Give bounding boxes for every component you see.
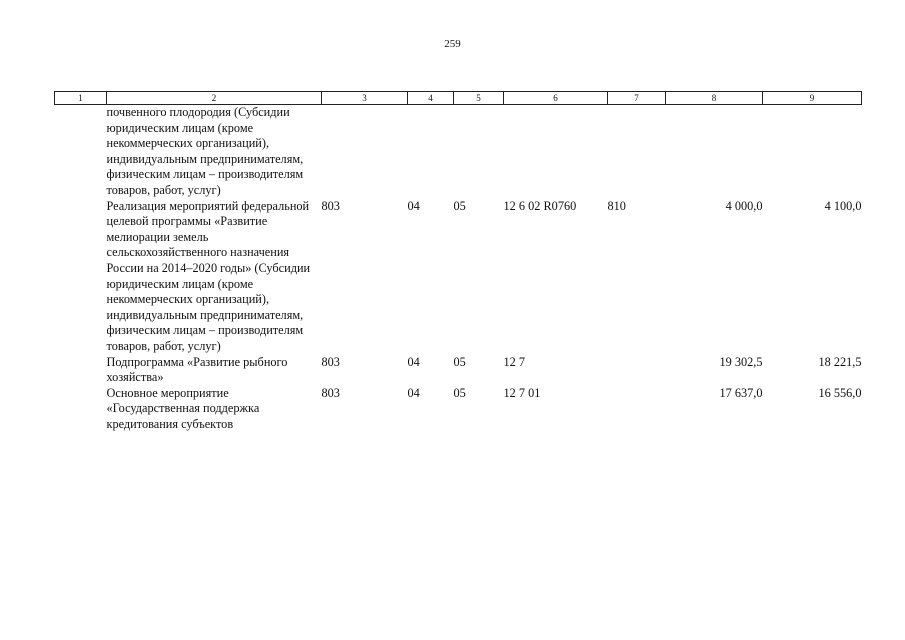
row-name: почвенного плодородия (Субсидии юридическим лицам (кроме некоммерческих организаций), индивидуальным предпринимателям, физическим лицам – производителям товаров, работ, услуг) bbox=[106, 105, 304, 197]
cell-col-1 bbox=[55, 355, 107, 386]
header-col-1: 1 bbox=[55, 92, 107, 105]
subsection-code: 05 bbox=[453, 385, 466, 400]
table-row bbox=[55, 355, 862, 386]
page-number: 259 bbox=[444, 38, 461, 50]
amount-col-9: 4 100,0 bbox=[824, 198, 862, 213]
target-article-code: 12 6 02 R0760 bbox=[503, 198, 577, 213]
amount-col-9 bbox=[763, 105, 862, 199]
target-article-code bbox=[504, 105, 608, 199]
cell-col-1 bbox=[55, 386, 107, 433]
cell-col-1 bbox=[55, 199, 107, 355]
ministry-code: 803 bbox=[321, 385, 340, 400]
expense-type-code bbox=[608, 355, 666, 386]
header-col-7: 7 bbox=[608, 92, 666, 105]
amount-col-9: 18 221,5 bbox=[818, 354, 862, 369]
budget-table bbox=[54, 91, 862, 432]
header-col-9: 9 bbox=[763, 92, 862, 105]
subsection-code bbox=[454, 105, 504, 199]
cell-col-1 bbox=[55, 105, 107, 199]
subsection-code: 05 bbox=[453, 198, 466, 213]
expense-type-code bbox=[608, 105, 666, 199]
expense-type-code: 810 bbox=[607, 198, 626, 213]
target-article-code: 12 7 bbox=[503, 354, 526, 369]
section-code: 04 bbox=[407, 354, 420, 369]
table-row bbox=[55, 199, 862, 355]
header-col-5: 5 bbox=[454, 92, 504, 105]
amount-col-8: 19 302,5 bbox=[719, 354, 763, 369]
header-row bbox=[55, 92, 862, 105]
header-col-4: 4 bbox=[408, 92, 454, 105]
section-code: 04 bbox=[407, 198, 420, 213]
section-code: 04 bbox=[407, 385, 420, 400]
header-col-6: 6 bbox=[504, 92, 608, 105]
amount-col-8: 17 637,0 bbox=[719, 385, 763, 400]
ministry-code bbox=[322, 105, 408, 199]
subsection-code: 05 bbox=[453, 354, 466, 369]
expense-type-code bbox=[608, 386, 666, 433]
amount-col-8: 4 000,0 bbox=[725, 198, 763, 213]
ministry-code: 803 bbox=[321, 354, 340, 369]
header-col-3: 3 bbox=[322, 92, 408, 105]
header-col-8: 8 bbox=[666, 92, 763, 105]
section-code bbox=[408, 105, 454, 199]
amount-col-9: 16 556,0 bbox=[818, 385, 862, 400]
amount-col-8 bbox=[666, 105, 763, 199]
header-col-2: 2 bbox=[107, 92, 322, 105]
row-name: Реализация мероприятий федеральной целевой программы «Развитие мелиорации земель сельскохозяйственного назначения России на 2014–2020 годы» (Субсидии юридическим лицам (кроме некоммерческих организаций), индивидуальным предпринимателям, физическим лицам – производителям товаров, работ, услуг) bbox=[106, 198, 311, 353]
table-row bbox=[55, 386, 862, 433]
ministry-code: 803 bbox=[321, 198, 340, 213]
table-row bbox=[55, 105, 862, 199]
target-article-code: 12 7 01 bbox=[503, 385, 541, 400]
row-name: Основное мероприятие «Государственная поддержка кредитования субъектов bbox=[106, 385, 260, 431]
row-name: Подпрограмма «Развитие рыбного хозяйства» bbox=[106, 354, 288, 385]
